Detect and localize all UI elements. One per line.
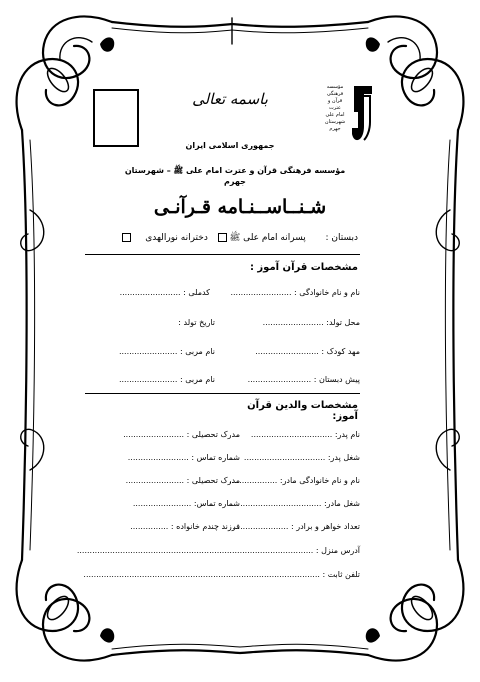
page-title: شـنــاســنـامه قـرآنـی [153, 196, 327, 218]
parents-section-heading: مشخصات والدین قرآن آموز: [247, 400, 358, 422]
institute-name: مؤسسه فرهنگی قرآن و عترت امام علی ﷺ – شهرستان جهرم [124, 166, 346, 186]
logo-text: مؤسسه فرهنگی قرآن و عترت امام علی شهرستان جهرم [324, 84, 346, 132]
option-boys-label: پسرانه امام علی ﷺ [229, 233, 306, 243]
parent-row-siblings[interactable]: تعداد خواهر و برادر : ...................... [232, 522, 360, 531]
logo-emblem-icon [350, 82, 376, 152]
student-row-name[interactable]: نام و نام خانوادگی : ........................ [230, 288, 360, 297]
option-girls-checkbox[interactable] [122, 233, 131, 242]
student-row-kindergarten[interactable]: مهد کودک : ......................... [255, 347, 360, 356]
phone-field[interactable]: تلفن ثابت : ............................................................................................. [83, 570, 360, 579]
address-field[interactable]: آدرس منزل : ............................................................................................. [76, 546, 360, 555]
student-section-heading: مشخصات قرآن آموز : [249, 262, 358, 273]
preschool-row [100, 231, 358, 245]
institute-logo [320, 82, 376, 152]
parent-row-mother-job[interactable]: شغل مادر: ................................ [240, 499, 360, 508]
parent-row-father-job[interactable]: شغل پدر: ................................ [243, 453, 360, 462]
basmala-calligraphy: باسمه تعالی [192, 90, 268, 108]
photo-placeholder [93, 89, 139, 147]
parent-row-mother-education[interactable]: مدرک تحصیلی : ....................... [125, 476, 240, 485]
student-row-preschool[interactable]: پیش دبستان : ......................... [247, 375, 360, 384]
parent-row-father-name[interactable]: نام پدر: ................................ [250, 430, 360, 439]
student-row-birthplace[interactable]: محل تولد: ........................ [262, 318, 360, 327]
parent-row-birth-order[interactable]: فرزند چندم خانواده : ............... [130, 522, 240, 531]
student-row-birthdate[interactable]: تاریخ تولد : [178, 318, 215, 327]
option-boys-checkbox[interactable] [218, 233, 227, 242]
divider [85, 393, 360, 394]
parent-row-mother-name[interactable]: نام و نام خانوادگی مادر: ................... [229, 476, 360, 485]
divider [85, 254, 360, 255]
parent-row-father-education[interactable]: مدرک تحصیلی : ........................ [123, 430, 240, 439]
parent-row-father-phone[interactable]: شماره تماس : ........................ [127, 453, 240, 462]
student-row-nationalid[interactable]: کدملی : ........................ [119, 288, 210, 297]
preschool-label: دبستان : [325, 233, 358, 243]
parent-row-mother-phone[interactable]: شماره تماس: ....................... [132, 499, 240, 508]
student-row-kindergarten-teacher[interactable]: نام مربی : ....................... [118, 347, 215, 356]
option-girls-label: دخترانه نورالهدی [145, 233, 208, 243]
country-name: جمهوری اسلامی ایران [185, 141, 275, 150]
student-row-preschool-teacher[interactable]: نام مربی : ....................... [118, 375, 215, 384]
